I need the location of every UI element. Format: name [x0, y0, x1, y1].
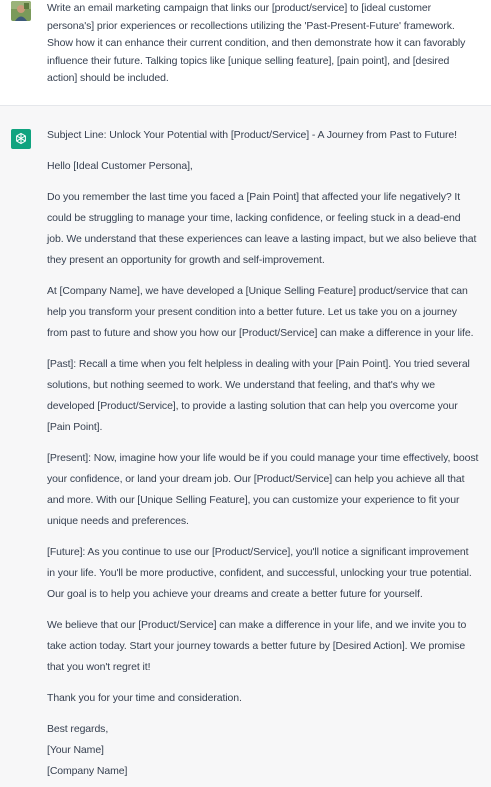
- email-paragraph-cta: We believe that our [Product/Service] can make a difference in your life, and we invite you to take action today. Start your journey towards a better future by [Desired Action]. We promise that you won't regret it!: [47, 619, 467, 673]
- chatgpt-logo-icon: [14, 132, 28, 146]
- assistant-avatar: [11, 129, 31, 149]
- email-paragraph-thanks: Thank you for your time and consideration.: [47, 692, 242, 704]
- email-paragraph-intro: Do you remember the last time you faced a [Pain Point] that affected your life negatively? It could be struggling to manage your time, lacking confidence, or feeling stuck in a dead-end job. We understand that these experiences can leave a lasting impact, but we also believe that they present an opportunity for growth and self-improvement.: [47, 191, 477, 266]
- email-paragraph-company: At [Company Name], we have developed a [Unique Selling Feature] product/service that can help you transform your present condition into a better future. Let us take you on a journey from past to future and show you how our [Product/Service] can make a difference in your life.: [47, 285, 474, 339]
- user-message-text: Write an email marketing campaign that links our [product/service] to [ideal customer persona's] prior experiences or recollections utilizing the 'Past-Present-Future' framework. Show how it can enhance their current condition, and then demonstrate how it can favorably influence their future. Talking topics like [unique selling feature], [pain point], and [desired action] should be included.: [47, 2, 466, 84]
- user-avatar-photo-icon: [11, 1, 31, 21]
- email-paragraph-past: [Past]: Recall a time when you felt helpless in dealing with your [Pain Point]. You tried several solutions, but nothing seemed to work. We understand that feeling, and that's why we developed [Product/Service], to provide a lasting solution that can help you overcome your [Pain Point].: [47, 358, 470, 433]
- email-subject-line: Subject Line: Unlock Your Potential with [Product/Service] - A Journey from Past to Future!: [47, 129, 457, 141]
- email-greeting: Hello [Ideal Customer Persona],: [47, 160, 193, 172]
- email-sender-name: [Your Name]: [47, 744, 104, 756]
- email-signoff: [47, 719, 479, 782]
- assistant-message-body: [47, 125, 479, 782]
- email-closing: Best regards,: [47, 723, 109, 735]
- email-company-name: [Company Name]: [47, 765, 128, 777]
- user-message: [0, 0, 491, 106]
- email-paragraph-future: [Future]: As you continue to use our [Product/Service], you'll notice a significant improvement in your life. You'll be more productive, confident, and successful, unlocking your true potential. Our goal is to help you achieve your dreams and create a better future for yourself.: [47, 546, 472, 600]
- user-avatar: [11, 1, 31, 21]
- email-paragraph-present: [Present]: Now, imagine how your life would be if you could manage your time effectively, boost your confidence, or land your dream job. Our [Product/Service] can help you achieve all that and more. With our [Unique Selling Feature], you can customize your experience to fit your unique needs and preferences.: [47, 452, 479, 527]
- assistant-message: [0, 106, 491, 787]
